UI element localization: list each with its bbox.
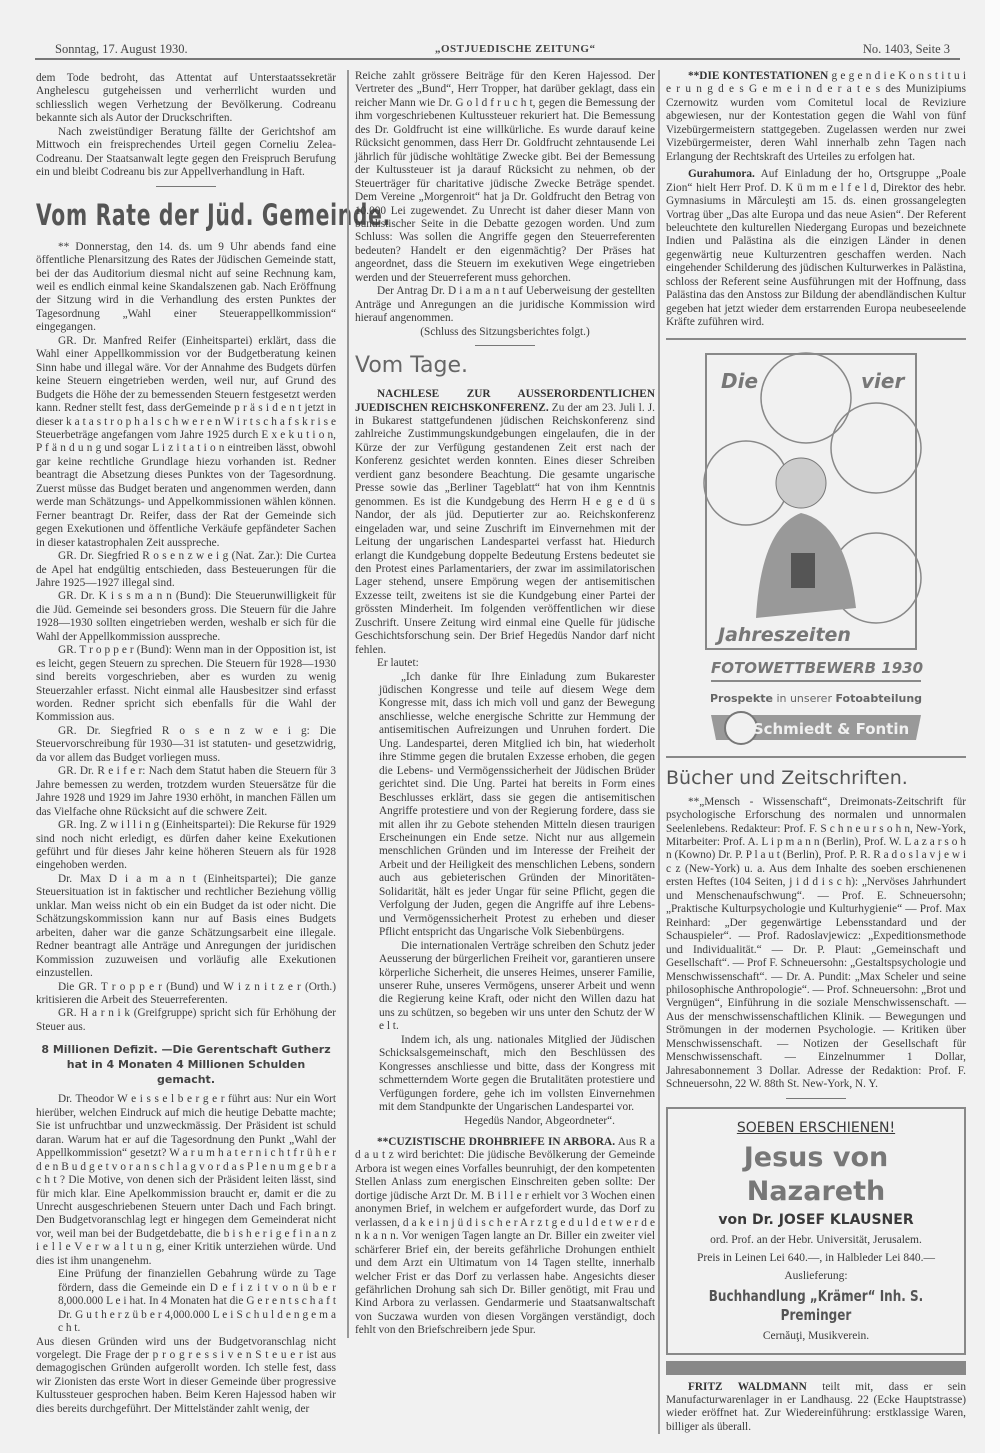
letter-signature: Hegedüs Nandor, Abgeordneter“.	[464, 1114, 615, 1127]
article-title: **DIE KONTESTATIONEN	[688, 70, 829, 82]
article-text-indented: Eine Prüfung der finanziellen Gebahrung würde zu Tage fördern, dass die Gemeinde ein D e f i z i t v o n ü b e r 8,000.000 L e i hat. In 4 Monaten hat die G e r e n t s c h a f t Dr. G u t h e r z ü b e r 4,000.000 L e i S c h u l d e n g e m a c h t.	[58, 1268, 336, 1335]
book-author: von Dr. JOSEF KLAUSNER	[718, 1211, 914, 1228]
header-newspaper-title: „OSTJUEDISCHE ZEITUNG“	[435, 43, 596, 55]
article-body: Zu der am 23. Juli l. J. in Bukarest stattgefundenen jüdischen Reichskonferenz sind zahlreiche Zustimmungskundgebungen eingelaufen, die in der Kürze der zur Verfügung gestandenen Zeit erst nach der Konferenz gesichtet werden konnten. Eines dieser Schreiben verdient ganz besondere Beachtung. Die gesamte ungarische Presse sowie das „Berliner Tageblatt“ hat von ihm Kenntnis genommen. Es ist die Kundgebung des Herrn H e g e d ü s Nandor, der als jüd. Deputierter zur ao. Reichskonferenz eingeladen war, und seine Zuschrift im Einvernehmen mit der Leitung der ungarischen Landespartei verfasst hat. Hiedurch erlangt die Kundgebung doppelte Bedeutung Erstens bedeutet sie den Protest eines Parlamentariers, der zwar im assimilatorischen Lager stehend, unsere Empörung wegen der antisemitischen Exzesse teilt, zweitens ist sie die Kundgebung einer Partei der grössten Minderheit. Im folgenden veröffentlichen wir diese Zuschrift. Unsere Zeitung wird einmal eine Quelle für jüdische Geschichtsforschung sein. Der Brief Hegedüs Nandor darf nicht fehlen.	[355, 401, 655, 656]
bookshop-place: Cernăuţi, Musikverein.	[762, 1329, 870, 1342]
article-text: GR. Dr. Siegfried R o s e n z w e i g: Die Steuervorschreibung für 1930—31 ist statuten- und gesetzwidrig, da vor allem das Budget vorliegen muss.	[36, 724, 336, 764]
letter-text: „Ich danke für Ihre Einladung zum Bukarester jüdischen Kongresse und teile auf diesem Wege dem Kongresse mit, dass ich mich voll und ganz der Bewegung anschliesse, welche energische Schritte zur Hemmung der antisemitischen Aufreizungen und Unruhen fordert. Die Ung. Landespartei, deren Mitglied ich bin, hat wiederholt ihre Stimme gegen die brutalen Exzesse erhoben, die gegen die Lebens- und Vermögenssicherheit der Jüdischen Brüder gerichtet sind. Die Ung. Partei hat bereits in Form eines Beschlusses erklärt, dass sie gegen die antisemitischen Angriffe protestiere und von der Regierung fordere, dass sie mit allen ihr zu Gebote stehenden Mitteln diesen traurigen Erscheinungen ein Ende setze. Nicht nur aus allgemein menschlichen Gründen und im Interesse der Freiheit der Arbeit und der Heiligkeit des menschlichen Lebens, sondern auch aus gebieterischen Gründen der Minoritäten-Solidarität, hält es jeder Ungar für seine Pflicht, gegen die Verfolgung der Juden, gegen die Angriffe auf ihre Lebens- und Vermögenssicherheit Protest zu erheben und dieser Pflicht entspricht das Ungarische Volk Siebenbürgens.	[379, 670, 655, 939]
article-text	[666, 1381, 966, 1435]
article-text: GR. Dr. R e i f e r: Nach dem Statut haben die Steuern für 3 Jahre bemessen zu werden, trotzdem wurden Steuersätze für die Jahre 1928 und 1929 im Jahre 1930 erhöht, in manchen Fällen um das Vielfache ohne Rücksicht auf die schwere Zeit.	[36, 765, 336, 818]
bookshop-name: Buchhandlung „Krämer“ Inh. S. Preminger	[708, 1286, 924, 1324]
article-text: Dr. Theodor W e i s s e l b e r g e r führt aus: Nur ein Wort hierüber, welchen Eindruck auf mich die heutige Debatte machte; Sie ist unfruchtbar und unzweckmässig. Der Präsident ist schuld daran. Warum hat er auf die Tagesordnung den Punkt „Wahl der Appellkommission“ gesetzt? W a r u m h a t e r n i c h t f r ü h e r d e n B u d g e t v o r a n s c h l a g v o r d a s P l e n u m g e b r a c h t ? Die Motive, von denen sich der Präsident leiten lässt, sind für mich klar. Eine Apelkommission braucht er, damit er die zu Unrecht ausgeschriebenen Steuern unter Dach und Fach bringt. Den Budgetvoranschlag legt er hingegen dem Gemeinderat nicht vor, weil man bei der Budgetdebatte, die b i s h e r i g e f i n a n z i e l l e V e r w a l t u n g, einer Kritik unterziehen würde. Und dies ist ihm unangenehm.	[36, 1093, 336, 1267]
article-text: **„Mensch - Wissenschaft“, Dreimonats-Zeitschrift für psychologische Erforschung des normalen und unnormalen Seelenlebens. Redakteur: Prof. F. S c h n e u r s o h n, New-York, Mitarbeiter: Prof. A. L i p m a n n (Berlin), Prof. W. L a z a r s o h n (Kowno) Dr. P. P l a u t (Berlin), Prof. P. R. R a d o s l a v j e w i c z (New-York) u. a. Aus dem Inhalte des soeben erschienenen ersten Heftes (104 Seiten, j i d d i s c h): „Nervöses Jahrhundert und Menschenaufschwung“. — Prof. E. Schneuersohn; „Praktische Kulturpsychologie und Kulturhygienie“ — Prof. Max Reinhard: „Der gegenwärtige Lebensstandard und der Schauspieler“. — Prof. Radoslavjewicz: „Expeditionsmethode und Individualität.“ — Dr. P. Plaut: „Gemeinschaft und Gesellschaft“. — Prof F. Schneuersohn: „Gestaltspsychologie und Menschwissenschaft“. — Dr. A. Pundit: „Max Scheler und seine philosophische Anthropologie“. — Prof. Schneuersohn: „Brot und Vergnügen“, Einführung in die soziale Menschwissenschaft. — Aus der menschwissenschaftlichen Klinik. — Bewegungen und Strömungen in der modernen Psychologie. — Kritiken über Menschwissenschaft. — Notizen der Gesellschaft für Menschwissenschaft. — Einzelnummer 1 Dollar, Jahresabonnement 3 Dollar. Adresse der Redaktion: Prof. F. Schneuersohn, 22 W. 88th St. New-York, N. Y.	[666, 795, 966, 1091]
article-text	[355, 388, 655, 657]
letter-text: Indem ich, als ung. nationales Mitglied der Jüdischen Schicksalsgemeinschaft, mich den Beschlüssen des Kongresses anschliesse und bitte, dass der Kongress mit schmetterndem Worte gegen die Brutalitäten protestiere und Verfügungen fordere, gehe ich im vollsten Einvernehmen mit dem Standpunkte der Ungarischen Landespartei vor.	[379, 1033, 655, 1114]
article-text: Die GR. T r o p p e r (Bund) und W i z n i t z e r (Orth.) kritisieren die Arbeit des Steuerreferenten.	[36, 980, 336, 1006]
column-1	[36, 72, 392, 1416]
article-text: Reiche zahlt grössere Beiträge für den Keren Hajessod. Der Vertreter des „Bund“, Herr Tropper, hat darüber geklagt, dass ein reicher Mann wie Dr. G o l d f r u c h t, gegen die Bemessung der ihm vorgeschriebenen Kultussteuer rekuriert hat. Die Bemessung des Dr. Goldfrucht ist eine willkürliche. Es wurde darauf keine Rücksicht genommen, dass Herr Dr. Goldfrucht zehntausende Lei jährlich für jüdische wohltätige Zwecke gibt. Bei der Bemessung der Kultussteuer ist ja darauf Rücksicht zu nehmen, ob der Steuerträger für charitative jüdische Zwecke Beträge spendet. Dem Vereine „Morgenroit“ hat ja Dr. Goldfrucht den Betrag von 10.000 Lei zugewendet. Zu Unrecht ist daher dieser Mann von bundistischer Seite in die Debatte gezogen worden. Und zum Schluss: Was sollen die Angriffe gegen den Steuerreferenten bedeuten? Handelt er den eigenmächtig? Der Präses hat angeordnet, dass die Steuern im exekutiven Wege eingetrieben werden und der Steuerreferent muss gehorchen.	[355, 70, 655, 284]
article-text	[355, 1136, 655, 1338]
article-closing-note: (Schluss des Sitzungsberichtes folgt.)	[420, 325, 590, 338]
article-text: Der Antrag Dr. D i a m a n t auf Ueberweisung der gestellten Anträge und Anregungen an die juridische Kommission wird hierauf angenommen.	[355, 285, 655, 325]
camera-icon	[791, 553, 815, 588]
header-issue-page: No. 1403, Seite 3	[862, 42, 950, 56]
article-title: **CUZISTISCHE DROHBRIEFE IN ARBORA.	[377, 1135, 616, 1148]
book-title: Jesus von Nazareth	[743, 1141, 889, 1207]
section-heading-buecher: Bücher und Zeitschriften.	[666, 766, 908, 789]
article-title: Gurahumora.	[688, 168, 755, 181]
article-text: Er lautet:	[377, 657, 419, 670]
article-text: GR. Ing. Z w i l l i n g (Einheitspartei): Die Rekurse für 1929 sind noch nicht erledigt, es dürfen daher keine Exekutionen geführt und für dieses Jahr keine höheren Steuern als für 1928 eingehoben werden.	[36, 819, 336, 872]
ad-text: Jahreszeiten	[718, 623, 851, 646]
divider	[475, 345, 535, 346]
ad-brand: Schmiedt & Fontin	[752, 719, 910, 738]
page-header	[35, 40, 960, 60]
author-affiliation: ord. Prof. an der Hebr. Universität, Jerusalem.	[710, 1233, 922, 1246]
autumn-circle	[831, 403, 921, 493]
headline-vom-tage: Vom Tage.	[355, 353, 468, 379]
article-text: Nach zweistündiger Beratung fällte der Gerichtshof am Mittwoch ein freisprechendes Urteil gegen Corneliu Zelea-Codreanu. Der Staatsanwalt legte gegen den Freispruch Berufung ein und bleibt Codreanu bis zur Appellverhandlung in Haft.	[36, 125, 336, 179]
ad-illustration	[666, 348, 966, 748]
book-advertisement	[666, 1107, 966, 1355]
spring-circle	[704, 441, 788, 525]
ad-announce: SOEBEN ERSCHIENEN!	[736, 1119, 896, 1136]
column-3	[658, 70, 966, 1434]
article-text: Dr. Max D i a m a n t (Einheitspartei); Die ganze Steuersituation ist in faktischer und rechtlicher Beziehung völlig unklar. Man weiss nicht ob ein ein Budget da ist oder nicht. Die Schätzungskommission kann nur auf Basis eines Budgets arbeiten, daher war die ganze Schätzungsarbeit eine illegale. Redner beantragt alle Anträge und Anregungen der juridischen Kommission zuzuweisen und vorläufig alle Exekutionen einzustellen.	[36, 872, 336, 980]
ad-contest-title: FOTOWETTBEWERB 1930	[711, 658, 924, 677]
letter-text: Die internationalen Verträge schreiben den Schutz jeder Aeusserung der bürgerlichen Freiheit vor, garantieren unsere körperliche Sicherheit, die unseres Heimes, unserer Familie, unserer Ruhe, unseres Vermögens, unserer Arbeit und wenn die Regierung keine Kraft, oder nicht den Willen dazu hat uns zu schützen, so begeben wir uns unter den Schutz der W e l t.	[379, 939, 655, 1033]
divider	[786, 1098, 846, 1099]
article-text: GR. Dr. K i s s m a n n (Bund): Die Steuerunwilligkeit für die Jüd. Gemeinde sei besonders gross. Die Steuern für die Jahre 1928—1930 sollten eingetrieben werden, weshalb er sich für die Wahl der Appellkommission ausspreche.	[36, 590, 336, 643]
article-text: GR. H a r n i k (Greifgruppe) spricht sich für Erhöhung der Steuer aus.	[36, 1007, 336, 1033]
article-text: Aus diesen Gründen wird uns der Budgetvoranschlag nicht vorgelegt. Die Frage der p r o g r e s s i v e n S t e u e r ist aus demagogischen Gründen aufgerollt worden. Ich stelle fest, dass wir Zionisten das erste Wort in dieser Gemeinde über progressive Kultussteuer gesprochen haben. Beim Keren Hajessod haben wir dies bereits durchgeführt. Der Mittelständer zahlt wenig, der	[36, 1335, 336, 1415]
article-text: GR. Dr. Manfred Reifer (Einheitspartei) erklärt, dass die Wahl einer Appellkommission vor der Budgetberatung keinen Sinn habe und illegal wäre. Vor der Annahme des Budgets dürfen keine Steuern eingetrieben werden, weil nur, auf Grund des Budgets die Höhe der zu bemessenden Steuern festgesetzt werden kann. Redner stellt fest, dass derGemeinde p r ä s i d e n t jetzt in dieser k a t a s t r o p h a l s c h w e r e n W i r t s c h a f s k r i s e Steuerbeträge angefangen vom Jahre 1925 durch E x e k u t i o n, P f ä n d u n g und sogar L i z i t a t i o n eintreiben lässt, obwohl gar keine rechtliche Grundlage hiezu vorhanden ist. Redner beantragt die Absetzung dieses Punktes von der Tagesordnung. Zuerst müsse das Budget beraten und angenommen werden, dann werde man Schätzungs- und Appelkommissionen wählen können. Ferner beantragt Dr. Reifer, dass der Rat der Gemeinde sich gegen Exekutionen und öffentliche Verkäufe gepfändeter Sachen in dieser katastrophalen Zeit ausspreche.	[36, 334, 336, 549]
article-text	[666, 70, 966, 164]
decorative-bar	[666, 1361, 966, 1375]
book-price: Preis in Leinen Lei 640.—, in Halbleder Lei 840.—	[697, 1251, 935, 1264]
divider	[156, 186, 216, 187]
subheadline-defizit: 8 Millionen Defizit. —Die Gerentschaft Gutherz hat in 4 Monaten 4 Millionen Schulden gemacht.	[41, 1043, 331, 1087]
ad-text: Die	[721, 368, 759, 393]
advertiser-name: FRITZ WALDMANN	[688, 1380, 807, 1393]
quoted-letter	[355, 671, 655, 1128]
header-date: Sonntag, 17. August 1930.	[55, 42, 188, 56]
article-body: Auf Einladung der ho, Ortsgruppe „Poale Zion“ hielt Herr Prof. D. K ü m m e l f e l d, Direktor des hebr. Gymnasiums in Mărculeşti am 15. ds. einen grossangelegten Vortrag über „Das alte Europa und das neue Asien“. Der Referent beleuchtete den kulturellen Niedergang Europas und bezeichnete Indien und Palästina als die einzigen Länder in denen gegenwärtig neue Kulturzentren geschaffen werden. Nach eingehender Schilderung des jüdischen Kulturwerkes in Palästina, schloss der Referent seine Ausführungen mit der Hoffnung, dass Palästina das den Anstoss zur Bildung der abendländischen Kultur gegeben hat jetzt wieder dem erstarrenden Europa neubeseelende Kräfte zuführen wird.	[666, 168, 967, 329]
column-2	[347, 70, 655, 1338]
article-text: GR. T r o p p e r (Bund): Wenn man in der Opposition ist, ist es leicht, gegen Steuern zu sprechen. Die Steuern für 1928—1930 sind bereits vorgeschrieben, aber es wurden zu wenig Steuerzahler erfasst. Nicht einmal alle Hausbesitzer sind erfasst worden. Redner spricht sich ebenfalls für die Wahl der Kommission aus.	[36, 644, 336, 724]
headline-vom-rate: Vom Rate der Jüd. Gemeinde.	[36, 197, 392, 232]
article-body: teilt mit, dass er sein Manufacturwarenlager in er Landhausg. 22 (Ecke Hauptstrasse) wieder eröffnet hat. Zur Wiedereinführung: erstklassige Waren, billiger als überall.	[666, 1380, 966, 1433]
ad-prospekte: Prospekte in unserer Fotoabteilung	[709, 691, 923, 705]
article-text	[666, 168, 966, 329]
advertisement-fotowettbewerb	[666, 348, 966, 748]
divider	[666, 756, 966, 758]
divider	[666, 338, 966, 340]
article-text: GR. Dr. Siegfried R o s e n z w e i g (Nat. Zar.): Die Curtea de Apel hat endgültig entschieden, dass Besteuerungen für die Jahre 1925—1927 illegal sind.	[36, 550, 336, 589]
summer-circle	[761, 353, 851, 443]
article-body: Aus R a d a u t z wird berichtet: Die jüdische Bevölkerung der Gemeinde Arbora ist wegen eines Vorfalles beunruhigt, der den kompetenten Stellen Anlass zum energischen Einschreiten geben sollte: Der dortige jüdische Arzt Dr. M. B i l l e r erhielt vor 3 Wochen einen anonymen Brief, in welchem er aufgefordert wurde, das Dorf zu verlassen, d a k e i n j ü d i s c h e r A r z t g e d u l d e t w e r d e n k a n n. Vor wenigen Tagen langte an Dr. Biller ein zweiter viel schärferer Brief ein, der bereits gefährliche Drohungen enthielt und dem Arzt ein Ultimatum von 14 Tagen stellte, innerhalb welcher Frist er das Dorf zu verlassen habe. Angesichts dieser gefährlichen Drohung sah sich Dr. Biller genötigt, mit Frau und Kind Arbora zu verlassen. Gendarmerie und Staatsanwaltschaft von Suczawa wurden von diesen Vorgängen verständigt, doch fehlt von den Briefschreibern jede Spur.	[355, 1135, 656, 1337]
article-title: NACHLESE ZUR AUSSERORDENTLICHEN JUEDISCHEN REICHSKONFERENZ.	[355, 388, 655, 414]
delivery-label: Auslieferung:	[784, 1269, 848, 1282]
article-body: g e g e n d i e K o n s t i t u i e r u n g d e s G e m e i n d e r a t e s des Munizipiums Czernowitz wurden vom Comitetul local de Reviziure abgewiesen, nur der Kontestation gegen die Wahl von fünf Vizebürgermeistern stattgegeben. Zugelassen werden nur zwei Vizebürgermeister, deren Wahl innerhalb zehn Tagen nach Erlangung der Rechtskraft des Urteiles zu erfolgen hat.	[666, 70, 966, 163]
article-text: dem Tode bedroht, das Attentat auf Unterstaatssekretär Anghelescu gutgeheissen und verherrlicht wurden und schliesslich wegen Verhetzung der Bevölkerung. Codreanu bekannte sich als Autor der Druckschriften.	[36, 72, 336, 125]
ad-text: vier	[861, 368, 905, 393]
article-text: ** Donnerstag, den 14. ds. um 9 Uhr abends fand eine öffentliche Plenarsitzung des Rates der Jüdischen Gemeinde statt, bei der das Auditorium diesmal nicht auf seine Rechnung kam, weil es endlich einmal keine Skandalszenen gab. Nach Eröffnung der Sitzung wird in die Verhandlung des ersten Punktes der Tagesordnung „Wahl einer Steuerappellkommission“ eingegangen.	[36, 240, 336, 334]
